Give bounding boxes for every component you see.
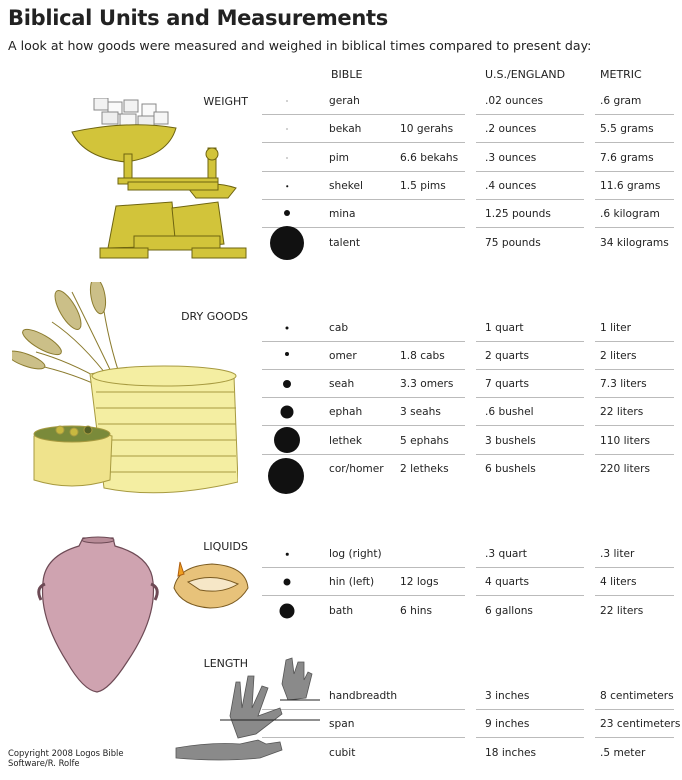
unit-us-value: .2 ounces (485, 123, 537, 135)
unit-metric-value: 8 centimeters (600, 690, 674, 702)
unit-metric-value: .3 liter (600, 548, 635, 560)
unit-name: ephah (329, 406, 363, 418)
dry-row-lethek (262, 427, 674, 455)
unit-name: span (329, 718, 355, 730)
unit-name: pim (329, 152, 349, 164)
size-dot (268, 458, 304, 494)
unit-metric-value: 22 liters (600, 605, 644, 617)
unit-name: shekel (329, 180, 363, 192)
unit-name: log (right) (329, 548, 382, 560)
unit-name: talent (329, 237, 360, 249)
unit-us-value: 1 quart (485, 322, 524, 334)
size-dot (280, 604, 295, 619)
size-dot (287, 129, 288, 130)
row-divider (262, 425, 674, 426)
wheat-basket-illustration (12, 282, 238, 516)
section-label-weight: WEIGHT (203, 95, 248, 108)
unit-equivalent: 5 ephahs (400, 435, 449, 447)
size-dot (287, 158, 288, 159)
page-title: Biblical Units and Measurements (8, 6, 388, 30)
unit-us-value: 75 pounds (485, 237, 541, 249)
size-dot (274, 427, 300, 453)
size-dot (286, 327, 289, 330)
unit-us-value: 6 bushels (485, 463, 536, 475)
clay-jar-illustration (35, 536, 165, 694)
row-divider (262, 737, 674, 738)
dry-row-ephah (262, 398, 674, 426)
weight-row-gerah (262, 87, 674, 115)
weight-row-bekah (262, 115, 674, 143)
weight-row-pim (262, 144, 674, 172)
unit-name: cor/homer (329, 463, 384, 475)
unit-metric-value: 220 liters (600, 463, 651, 475)
length-row-span (262, 710, 681, 738)
size-dot (284, 210, 290, 216)
row-divider (262, 142, 674, 143)
unit-metric-value: .5 meter (600, 747, 646, 759)
unit-us-value: 6 gallons (485, 605, 533, 617)
unit-equivalent: 3.3 omers (400, 378, 454, 390)
unit-us-value: .6 bushel (485, 406, 534, 418)
unit-metric-value: 110 liters (600, 435, 651, 447)
unit-name: seah (329, 378, 355, 390)
balance-scale-illustration (68, 98, 250, 264)
size-dot (270, 226, 304, 260)
weight-row-talent (262, 229, 674, 257)
unit-equivalent: 6.6 bekahs (400, 152, 459, 164)
unit-equivalent: 1.5 pims (400, 180, 446, 192)
liquid-row-log (262, 540, 674, 568)
page-subtitle: A look at how goods were measured and weighed in biblical times compared to present day: (8, 38, 592, 53)
unit-us-value: .3 quart (485, 548, 527, 560)
unit-us-value: .3 ounces (485, 152, 537, 164)
dry-row-cab (262, 314, 674, 342)
dry-row-seah (262, 370, 674, 398)
unit-name: omer (329, 350, 357, 362)
column-header-bible: BIBLE (331, 68, 363, 81)
size-dot (286, 553, 289, 556)
unit-metric-value: 7.3 liters (600, 378, 647, 390)
unit-name: cab (329, 322, 349, 334)
unit-metric-value: 34 kilograms (600, 237, 669, 249)
unit-metric-value: 23 centimeters (600, 718, 681, 730)
unit-equivalent: 1.8 cabs (400, 350, 445, 362)
unit-us-value: 2 quarts (485, 350, 530, 362)
unit-equivalent: 10 gerahs (400, 123, 454, 135)
unit-us-value: 3 bushels (485, 435, 536, 447)
column-header-metric: METRIC (600, 68, 642, 81)
unit-metric-value: .6 gram (600, 95, 642, 107)
dry-row-cor-homer (262, 455, 674, 483)
unit-us-value: .4 ounces (485, 180, 537, 192)
unit-us-value: 3 inches (485, 690, 530, 702)
unit-equivalent: 3 seahs (400, 406, 441, 418)
unit-metric-value: 5.5 grams (600, 123, 654, 135)
copyright-note: Copyright 2008 Logos Bible Software/R. Rolfe (8, 748, 124, 768)
weight-row-mina (262, 200, 674, 228)
unit-us-value: 1.25 pounds (485, 208, 551, 220)
unit-name: bekah (329, 123, 362, 135)
dry-row-omer (262, 342, 674, 370)
size-dot (281, 406, 294, 419)
section-label-liquids: LIQUIDS (203, 540, 248, 553)
unit-equivalent: 6 hins (400, 605, 432, 617)
unit-name: mina (329, 208, 356, 220)
unit-name: gerah (329, 95, 360, 107)
size-dot (283, 380, 291, 388)
size-dot (287, 101, 288, 102)
row-divider (262, 227, 674, 228)
length-row-cubit (262, 739, 674, 767)
unit-name: cubit (329, 747, 356, 759)
unit-name: hin (left) (329, 576, 375, 588)
liquid-row-hin (262, 568, 674, 596)
unit-us-value: .02 ounces (485, 95, 543, 107)
unit-name: handbreadth (329, 690, 398, 702)
unit-metric-value: 22 liters (600, 406, 644, 418)
unit-metric-value: .6 kilogram (600, 208, 660, 220)
unit-us-value: 7 quarts (485, 378, 530, 390)
unit-us-value: 9 inches (485, 718, 530, 730)
unit-name: lethek (329, 435, 362, 447)
unit-equivalent: 2 letheks (400, 463, 449, 475)
size-dot (285, 352, 289, 356)
unit-metric-value: 4 liters (600, 576, 637, 588)
size-dot (286, 185, 288, 187)
unit-name: bath (329, 605, 354, 617)
section-label-dry-goods: DRY GOODS (181, 310, 248, 323)
unit-us-value: 4 quarts (485, 576, 530, 588)
weight-row-shekel (262, 172, 674, 200)
size-dot (284, 579, 291, 586)
unit-metric-value: 11.6 grams (600, 180, 661, 192)
row-divider (262, 595, 674, 596)
unit-us-value: 18 inches (485, 747, 537, 759)
unit-equivalent: 12 logs (400, 576, 439, 588)
section-label-length: LENGTH (203, 657, 248, 670)
unit-metric-value: 2 liters (600, 350, 637, 362)
column-header-us: U.S./ENGLAND (485, 68, 566, 81)
unit-metric-value: 7.6 grams (600, 152, 654, 164)
hand-arm-illustration (170, 654, 320, 774)
liquid-row-bath (262, 597, 674, 625)
unit-metric-value: 1 liter (600, 322, 632, 334)
length-row-handbreadth (262, 682, 674, 710)
oil-lamp-illustration (172, 560, 250, 610)
